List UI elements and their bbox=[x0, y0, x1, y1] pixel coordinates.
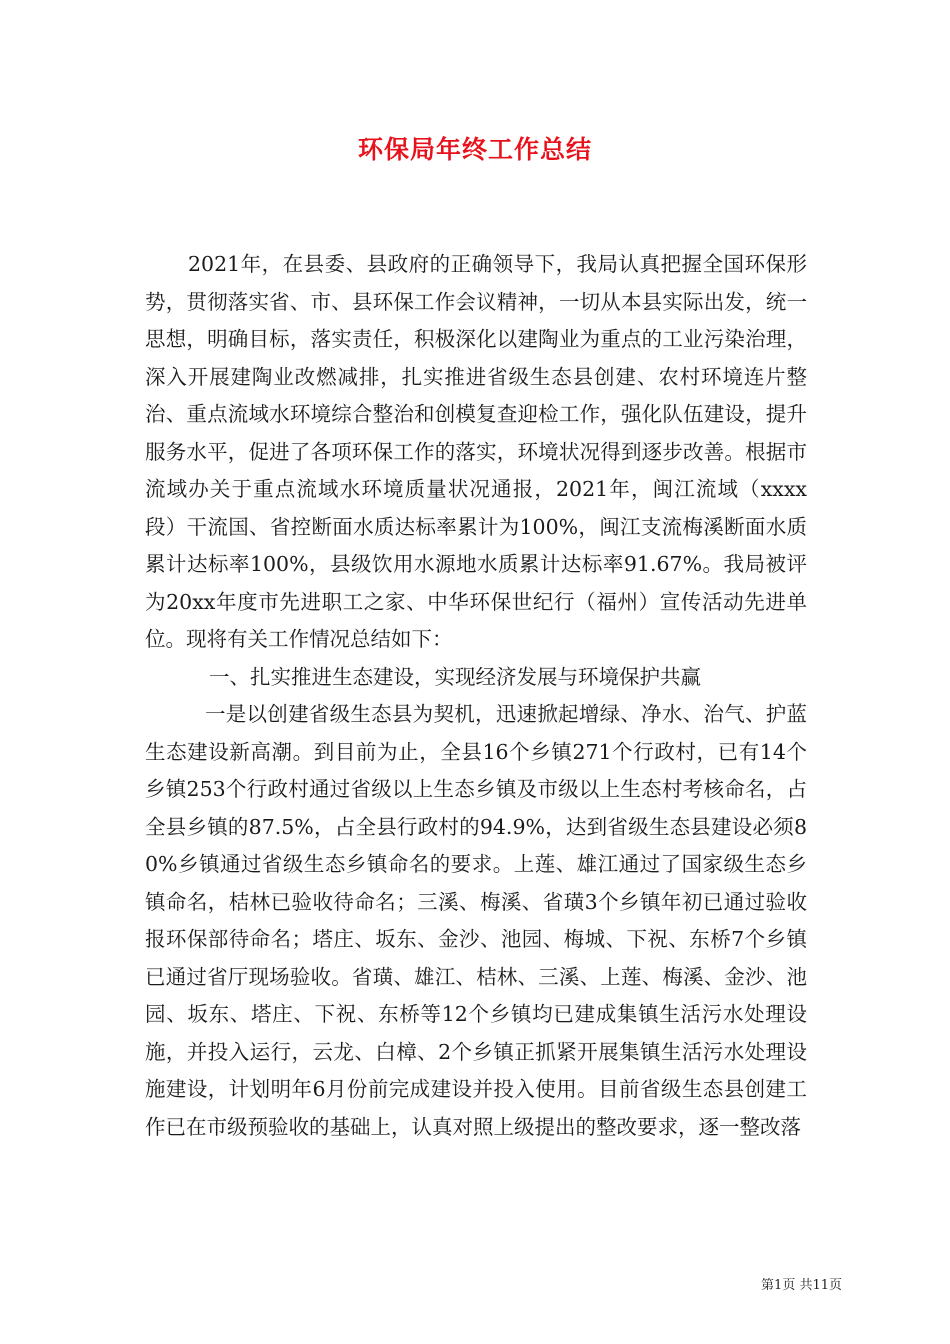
page-title: 环保局年终工作总结 bbox=[357, 135, 592, 164]
page-number: 第1页 共11页 bbox=[761, 1278, 842, 1293]
section-paragraph: 一是以创建省级生态县为契机，迅速掀起增绿、净水、治气、护蓝生态建设新高潮。到目前为止，全县16个乡镇271个行政村，已有14个乡镇253个行政村通过省级以上生态乡镇及市级以上生态村考核命名，占全县乡镇的87.5%，占全县行政村的94.9%，达到省级生态县建设必须80%乡镇通过省级生态乡镇命名的要求。上莲、雄江通过了国家级生态乡镇命名，桔林已验收待命名；三溪、梅溪、省璜3个乡镇年初已通过验收报环保部待命名；塔庄、坂东、金沙、池园、梅城、下祝、东桥7个乡镇已通过省厅现场验收。省璜、雄江、桔林、三溪、上莲、梅溪、金沙、池园、坂东、塔庄、下祝、东桥等12个乡镇均已建成集镇生活污水处理设施，并投入运行，云龙、白樟、2个乡镇正抓紧开展集镇生活污水处理设施建设，计划明年6月份前完成建设并投入使用。目前省级生态县创建工作已在市级预验收的基础上，认真对照上级提出的整改要求，逐一整改落 bbox=[145, 702, 807, 1139]
section-heading: 一、扎实推进生态建设，实现经济发展与环境保护共赢 bbox=[209, 664, 701, 689]
intro-paragraph: 2021年，在县委、县政府的正确领导下，我局认真把握全国环保形势，贯彻落实省、市、县环保工作会议精神，一切从本县实际出发，统一思想，明确目标，落实责任，积极深化以建陶业为重点的工业污染治理，深入开展建陶业改燃减排，扎实推进省级生态县创建、农村环境连片整治、重点流域水环境综合整治和创模复查迎检工作，强化队伍建设，提升服务水平，促进了各项环保工作的落实，环境状况得到逐步改善。根据市流域办关于重点流域水环境质量状况通报，2021年，闽江流域（xxxx段）干流国、省控断面水质达标率累计为100%，闽江支流梅溪断面水质累计达标率100%，县级饮用水源地水质累计达标率91.67%。我局被评为20xx年度市先进职工之家、中华环保世纪行（福州）宣传活动先进单位。现将有关工作情况总结如下： bbox=[145, 252, 807, 651]
document-body bbox=[145, 246, 807, 1146]
